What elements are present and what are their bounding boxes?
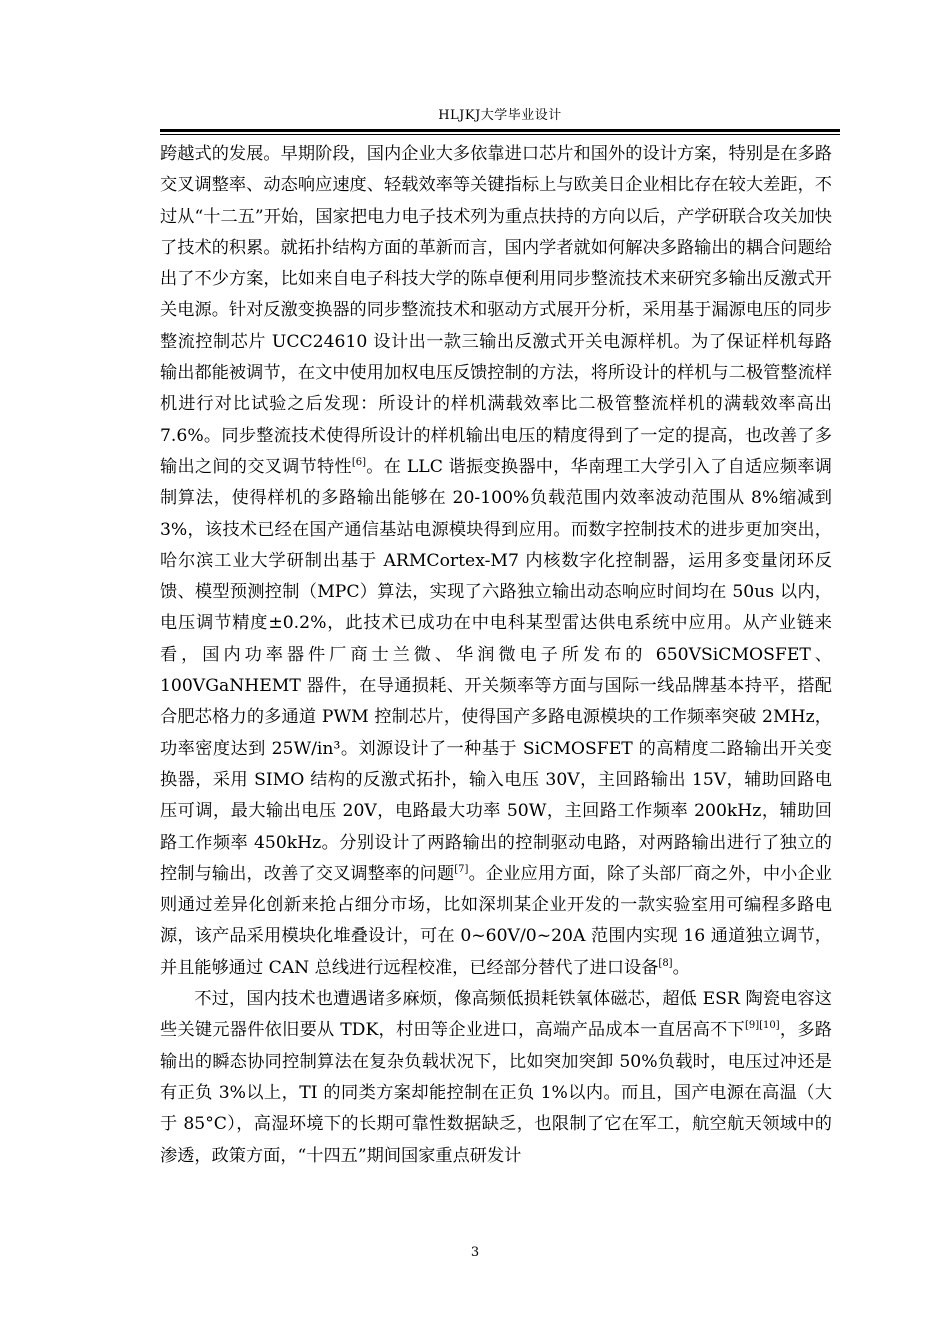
citation-ref: [8] <box>658 957 673 969</box>
paragraph <box>160 139 832 984</box>
page-number: 3 <box>470 1245 480 1260</box>
paragraph-text: 跨越式的发展。早期阶段，国内企业大多依靠进口芯片和国外的设计方案，特别是在多路交叉调整率、动态响应速度、轻载效率等关键指标上与欧美日企业相比存在较大差距，不过从“十二五”开始，国家把电力电子技术列为重点扶持的方向以后，产学研联合攻关加快了技术的积累。就拓扑结构方面的革新而言，国内学者就如何解决多路输出的耦合问题给出了不少方案，比如来自电子科技大学的陈卓便利用同步整流技术来研究多输出反激式开关电源。针对反激变换器的同步整流技术和驱动方式展开分析，采用基于漏源电压的同步整流控制芯片 UCC24610 设计出一款三输出反激式开关电源样机。为了保证样机每路输出都能被调节，在文中使用加权电压反馈控制的方法，将所设计的样机与二极管整流样机进行对比试验之后发现：所设计的样机满载效率比二极管整流样机的满载效率高出 7.6%。同步整流技术使得所设计的样机输出电压的精度得到了一定的提高，也改善了多输出之间的交叉调节特性 <box>160 144 832 477</box>
header-rule-thick <box>160 129 840 132</box>
paragraph-text: ，多路输出的瞬态协同控制算法在复杂负载状况下，比如突加突卸 50%负载时，电压过冲还是有正负 3%以上，TI 的同类方案却能控制在正负 1%以内。而且，国产电源在高温（大于 85°C），高湿环境下的长期可靠性数据缺乏，也限制了它在军工，航空航天领域中的渗透，政策方面，“十四五”期间国家重点研发计 <box>160 1020 832 1166</box>
paragraph-text: 。 <box>672 957 690 978</box>
paragraph <box>160 984 832 1172</box>
paragraph-text: 不过，国内技术也遭遇诸多麻烦，像高频低损耗铁氧体磁芯，超低 ESR 陶瓷电容这些关键元器件依旧要从 TDK，村田等企业进口，高端产品成本一直居高不下 <box>160 989 832 1041</box>
body-text <box>160 139 832 1172</box>
page-header: HLJKJ大学毕业设计 <box>438 108 562 123</box>
citation-ref: [9][10] <box>744 1020 780 1032</box>
header-rule-thin <box>160 134 840 135</box>
citation-ref: [6] <box>351 456 367 468</box>
citation-ref: [7] <box>454 863 469 875</box>
paragraph-text: 。企业应用方面，除了头部厂商之外，中小企业则通过差异化创新来抢占细分市场，比如深圳某企业开发的一款实验室用可编程多路电源，该产品采用模块化堆叠设计，可在 0~60V/0~20A 范围内实现 16 通道独立调节，并且能够通过 CAN 总线进行远程校准，已经部分替代了进口设备 <box>160 863 832 978</box>
paragraph-text: 。在 LLC 谐振变换器中，华南理工大学引入了自适应频率调制算法，使得样机的多路输出能够在 20-100%负载范围内效率波动范围从 8%缩减到 3%，该技术已经在国产通信基站电源模块得到应用。而数字控制技术的进步更加突出，哈尔滨工业大学研制出基于 ARMCortex-M7 内核数字化控制器，运用多变量闭环反馈、模型预测控制（MPC）算法，实现了六路独立输出动态响应时间均在 50us 以内，电压调节精度±0.2%，此技术已成功在中电科某型雷达供电系统中应用。从产业链来看，国内功率器件厂商士兰微、华润微电子所发布的 650VSiCMOSFET、100VGaNHEMT 器件，在导通损耗、开关频率等方面与国际一线品牌基本持平，搭配合肥芯格力的多通道 PWM 控制芯片，使得国产多路电源模块的工作频率突破 2MHz，功率密度达到 25W/in³。刘源设计了一种基于 SiCMOSFET 的高精度二路输出开关变换器，采用 SIMO 结构的反激式拓扑，输入电压 30V，主回路输出 15V，辅助回路电压可调，最大输出电压 20V，电路最大功率 50W，主回路工作频率 200kHz，辅助回路工作频率 450kHz。分别设计了两路输出的控制驱动电路，对两路输出进行了独立的控制与输出，改善了交叉调整率的问题 <box>160 456 832 884</box>
